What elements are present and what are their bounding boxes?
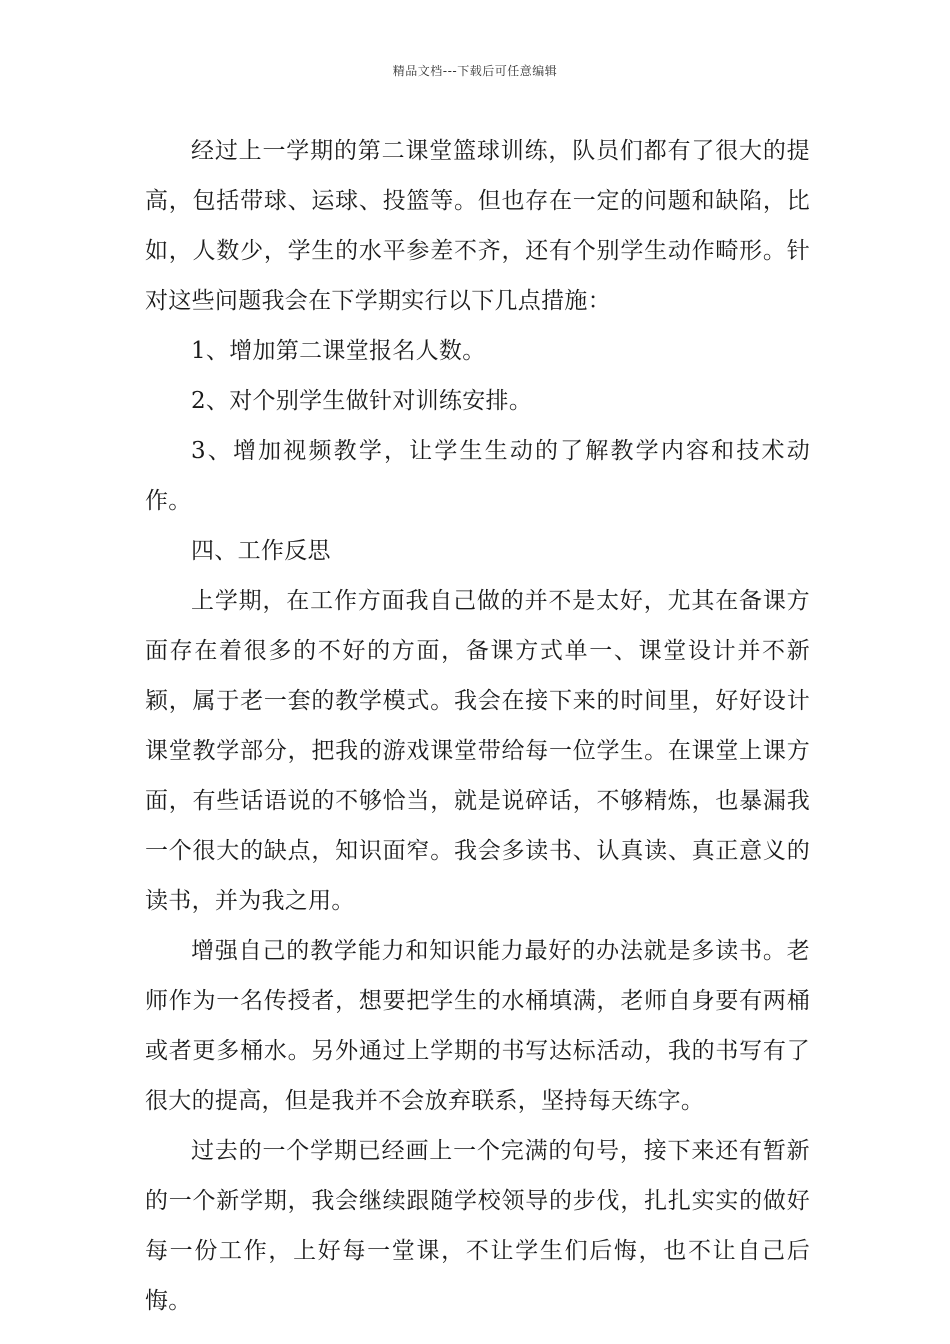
document-body [145, 126, 810, 1326]
paragraph-reading: 增强自己的教学能力和知识能力最好的办法就是多读书。老师作为一名传授者，想要把学生的水桶填满，老师自身要有两桶或者更多桶水。另外通过上学期的书写达标活动，我的书写有了很大的提高，但是我并不会放弃联系，坚持每天练字。 [145, 938, 810, 1114]
paragraph-conclusion: 过去的一个学期已经画上一个完满的句号，接下来还有暂新的一个新学期，我会继续跟随学校领导的步伐，扎扎实实的做好每一份工作，上好每一堂课，不让学生们后悔，也不让自己后悔。 [145, 1138, 810, 1314]
paragraph-reflection: 上学期，在工作方面我自己做的并不是太好，尤其在备课方面存在着很多的不好的方面，备课方式单一、课堂设计并不新颖，属于老一套的教学模式。我会在接下来的时间里，好好设计课堂教学部分，把我的游戏课堂带给每一位学生。在课堂上课方面，有些话语说的不够恰当，就是说碎话，不够精炼，也暴漏我一个很大的缺点，知识面窄。我会多读书、认真读、真正意义的读书，并为我之用。 [145, 588, 810, 914]
paragraph-measure-3: 3、增加视频教学，让学生生动的了解教学内容和技术动作。 [145, 438, 810, 514]
page-header: 精品文档---下载后可任意编辑 [392, 64, 558, 78]
section-heading-work-reflection: 四、工作反思 [191, 538, 331, 564]
paragraph-measure-2: 2、对个别学生做针对训练安排。 [191, 388, 533, 414]
paragraph-basketball-training: 经过上一学期的第二课堂篮球训练，队员们都有了很大的提高，包括带球、运球、投篮等。但也存在一定的问题和缺陷，比如，人数少，学生的水平参差不齐，还有个别学生动作畸形。针对这些问题我会在下学期实行以下几点措施： [145, 138, 810, 314]
paragraph-measure-1: 1、增加第二课堂报名人数。 [191, 338, 486, 364]
